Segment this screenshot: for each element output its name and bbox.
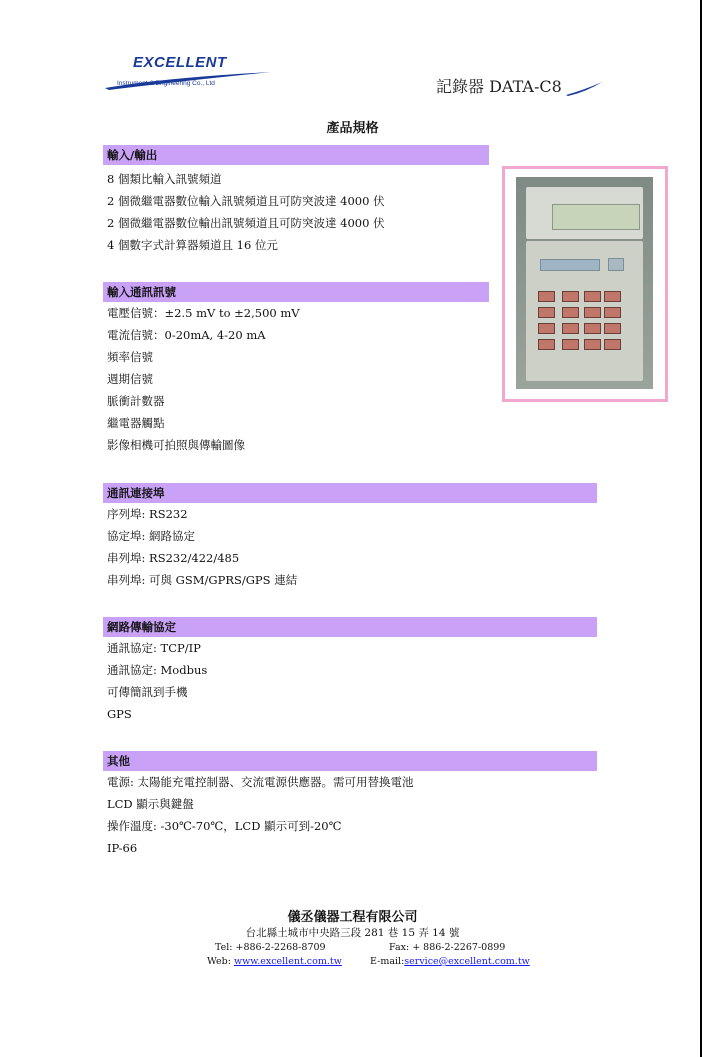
spec-line: 串列埠: RS232/422/485 [107,551,240,565]
spec-line: 2 個微繼電器數位輸出訊號頻道且可防突波達 4000 伏 [107,216,385,230]
section-other [103,751,593,859]
title-swoosh-icon [566,82,602,96]
footer-address: 台北縣土城市中央路三段 281 巷 15 弄 14 號 [245,927,460,939]
footer-email [370,956,530,967]
spec-line: 通訊協定: TCP/IP [107,641,201,655]
page-edge-rule [700,0,702,1057]
spec-line: 2 個微繼電器數位輸入訊號頻道且可防突波達 4000 伏 [107,194,385,208]
section-input-signals [103,282,593,456]
company-logo [103,54,273,98]
spec-line: 繼電器觸點 [107,416,165,430]
footer-web [207,956,342,967]
footer-tel: Tel: +886-2-2268-8709 [215,942,326,953]
footer-fax: Fax: + 886-2-2267-0899 [389,942,506,953]
footer-email-label: E-mail: [370,956,405,967]
spec-line: LCD 顯示與鍵盤 [107,797,194,811]
spec-line: 可傳簡訊到手機 [107,685,188,699]
page-heading: 產品規格 [326,121,379,136]
spec-line: 通訊協定: Modbus [107,663,208,677]
lcd-screen-icon [552,204,640,230]
section-comm-ports [103,483,593,591]
spec-line: 影像相機可拍照與傳輸圖像 [107,438,245,452]
spec-line: 串列埠: 可與 GSM/GPRS/GPS 連結 [107,573,298,587]
section-title: 網路傳輸協定 [103,617,597,637]
section-title: 輸入/輸出 [103,145,489,165]
section-title: 輸入通訊訊號 [103,282,489,302]
logo-subtitle: Instrument & Engineering Co., Ltd [117,80,215,87]
document-title: 記錄器 DATA-C8 [436,77,562,96]
spec-line: GPS [107,707,132,721]
spec-line: 4 個數字式計算器頻道且 16 位元 [107,238,278,252]
section-network-protocol [103,617,593,725]
spec-line: 脈衝計數器 [107,394,165,408]
website-link[interactable]: www.excellent.com.tw [233,956,342,967]
logo-wordmark: EXCELLENT [133,54,227,71]
spec-line: 週期信號 [107,372,153,386]
spec-line: 電壓信號：±2.5 mV to ±2,500 mV [107,306,300,320]
section-title: 通訊連接埠 [103,483,597,503]
spec-line: 序列埠: RS232 [107,507,188,521]
spec-line: 操作溫度: -30℃-70℃，LCD 顯示可到-20℃ [107,819,342,833]
spec-line: 頻率信號 [107,350,153,364]
spec-line: IP-66 [107,841,138,855]
spec-line: 8 個類比輸入訊號頻道 [107,172,222,186]
spec-line: 電流信號：0-20mA, 4-20 mA [107,328,266,342]
footer-company-name: 儀丞儀器工程有限公司 [287,910,418,925]
email-link[interactable]: service@excellent.com.tw [404,956,530,967]
spec-line: 電源: 太陽能充電控制器、交流電源供應器。需可用替換電池 [107,775,414,789]
footer-web-label: Web: [207,956,231,967]
section-title: 其他 [103,751,597,771]
spec-line: 協定埠: 網路協定 [107,529,196,543]
